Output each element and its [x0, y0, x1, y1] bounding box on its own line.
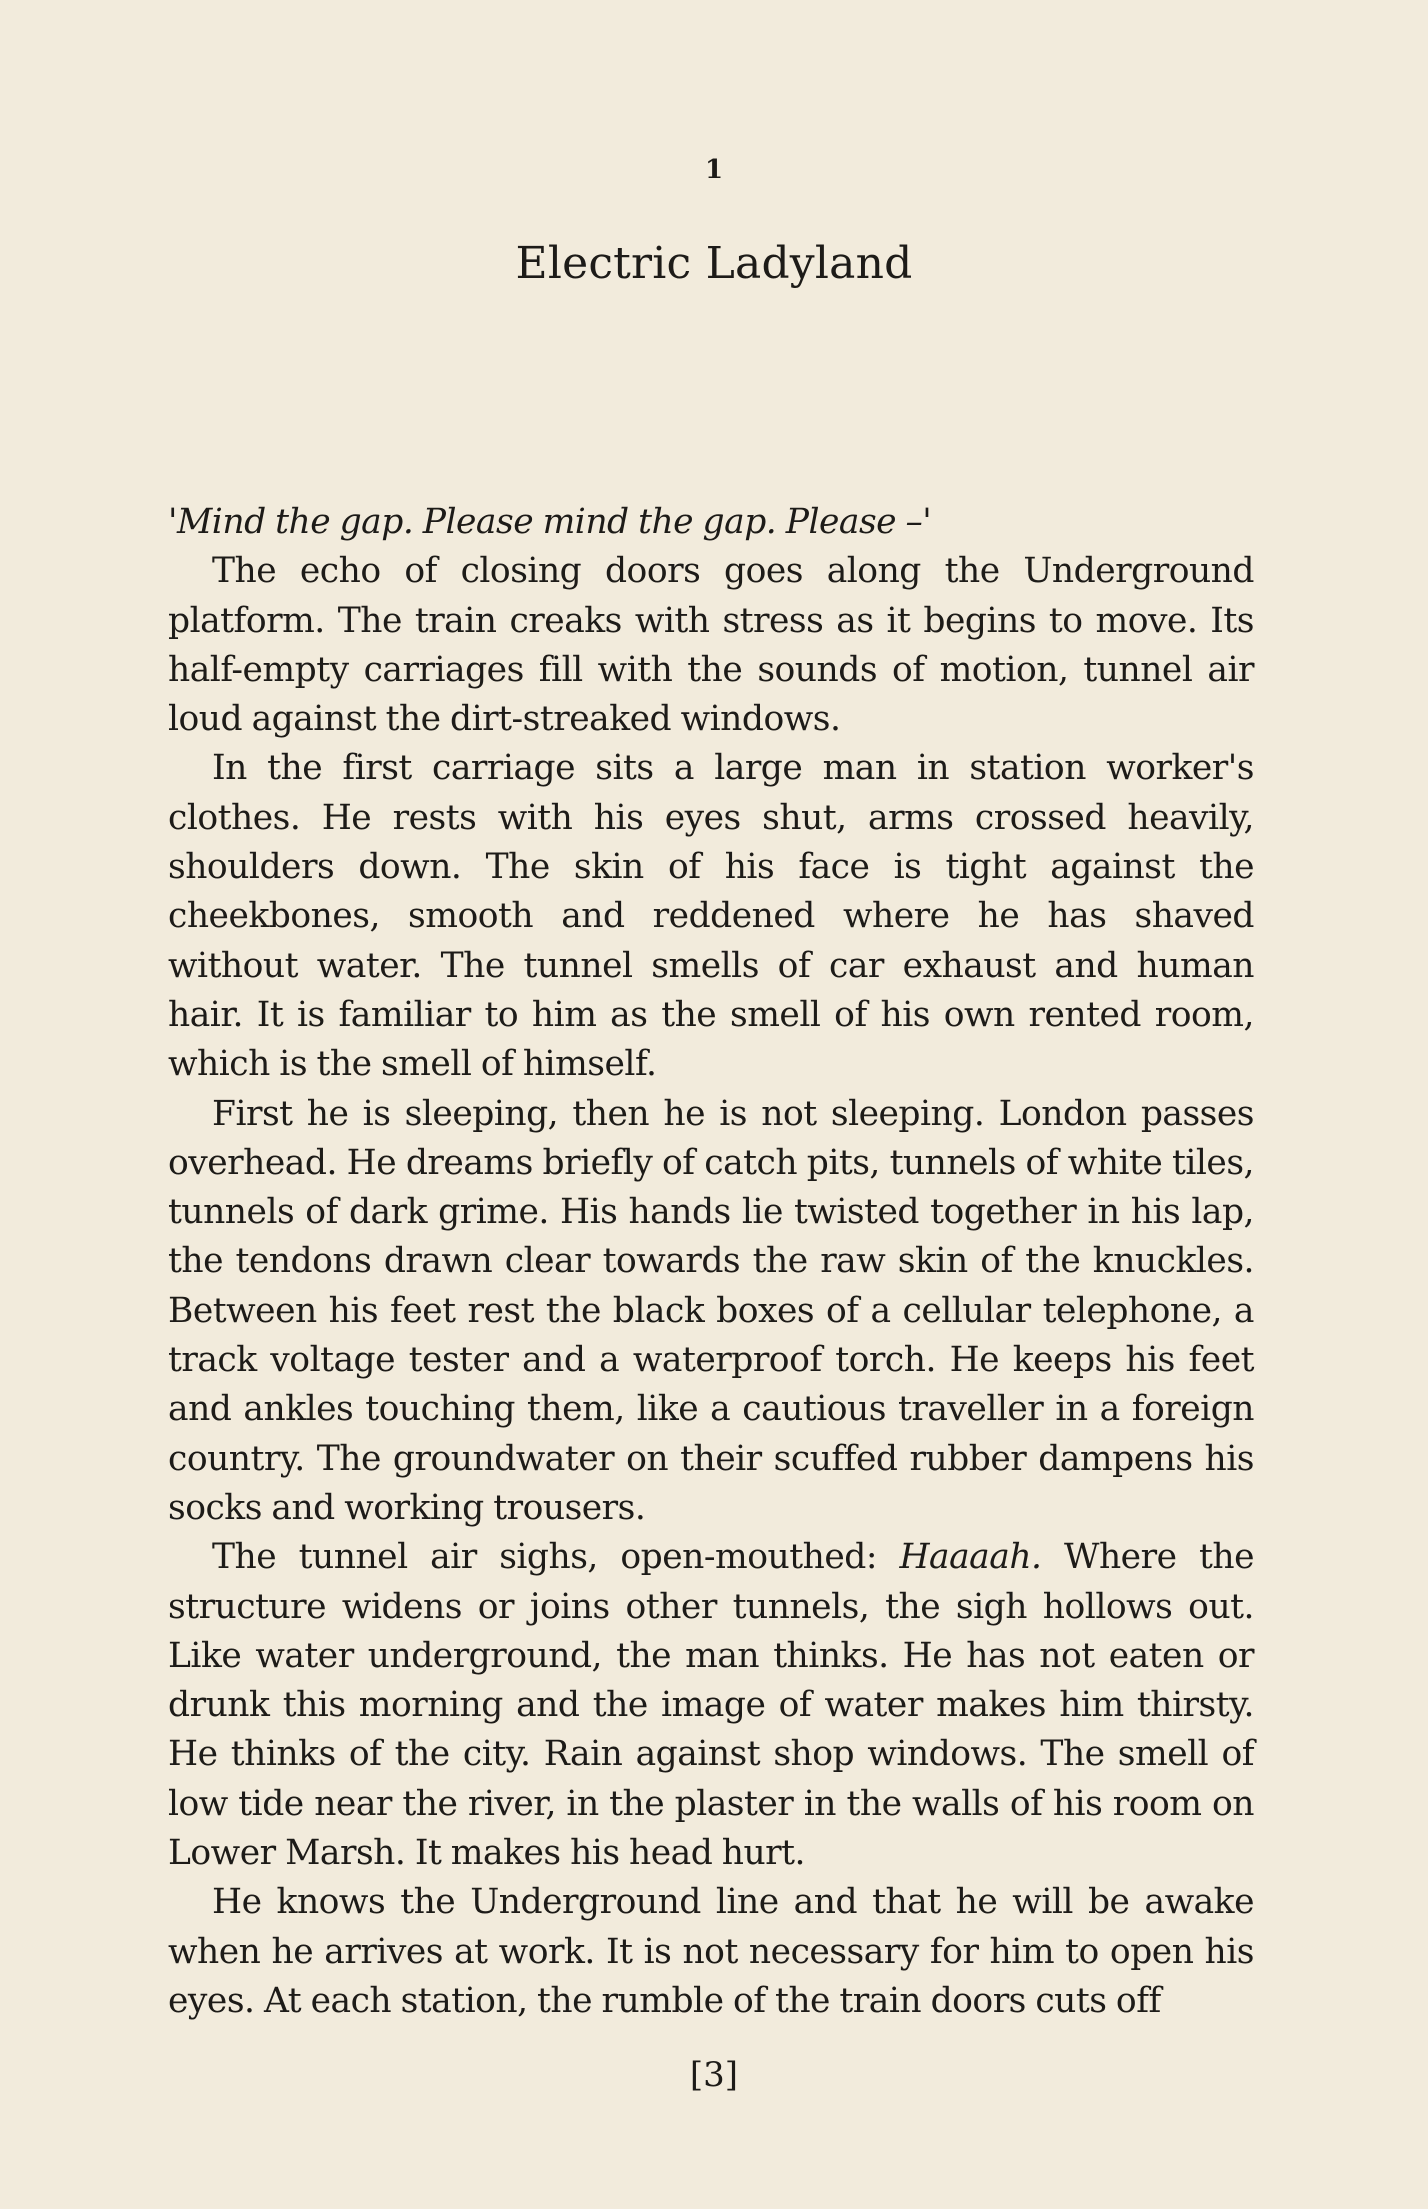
body-text: [168, 498, 1254, 2026]
paragraph: He knows the Underground line and that he will be awake when he arrives at work. It is not necessary for him to open his eyes. At each station, the rumble of the train doors cuts off: [168, 1882, 1254, 2021]
paragraph-italic-text: Haaaah.: [899, 1537, 1042, 1578]
page-number: [3]: [689, 2055, 739, 2095]
paragraph: [168, 1533, 1254, 1878]
chapter-title: Electric Ladyland: [515, 238, 913, 289]
paragraph: The echo of closing doors goes along the Underground platform. The train creaks with stress as it begins to move. Its half-empty carriages fill with the sounds of motion, tunnel air loud against the dirt-streaked windows.: [168, 551, 1254, 740]
paragraph-text: Where the structure widens or joins other tunnels, the sigh hollows out. Like water underground, the man thinks. He has not eaten or drunk this morning and the image of water makes him thirsty. He thinks of the city. Rain against shop windows. The smell of low tide near the river, in the plaster in the walls of his room on Lower Marsh. It makes his head hurt.: [168, 1537, 1254, 1874]
chapter-number: 1: [704, 155, 724, 185]
paragraph: In the first carriage sits a large man in station worker's clothes. He rests with his eyes shut, arms crossed heavily, shoulders down. The skin of his face is tight against the cheekbones, smooth and reddened where he has shaved without water. The tunnel smells of car exhaust and human hair. It is familiar to him as the smell of his own rented room, which is the smell of himself.: [168, 748, 1254, 1085]
paragraph-epigraph: 'Mind the gap. Please mind the gap. Please –': [168, 502, 932, 542]
paragraph-text: The tunnel air sighs, open-mouthed:: [212, 1537, 900, 1578]
paragraph: First he is sleeping, then he is not sleeping. London passes overhead. He dreams briefly of catch pits, tunnels of white tiles, tunnels of dark grime. His hands lie twisted together in his lap, the tendons drawn clear towards the raw skin of the knuckles. Between his feet rest the black boxes of a cellular telephone, a track voltage tester and a waterproof torch. He keeps his feet and ankles touching them, like a cautious traveller in a foreign country. The groundwater on their scuffed rubber dampens his socks and working trousers.: [168, 1093, 1254, 1528]
